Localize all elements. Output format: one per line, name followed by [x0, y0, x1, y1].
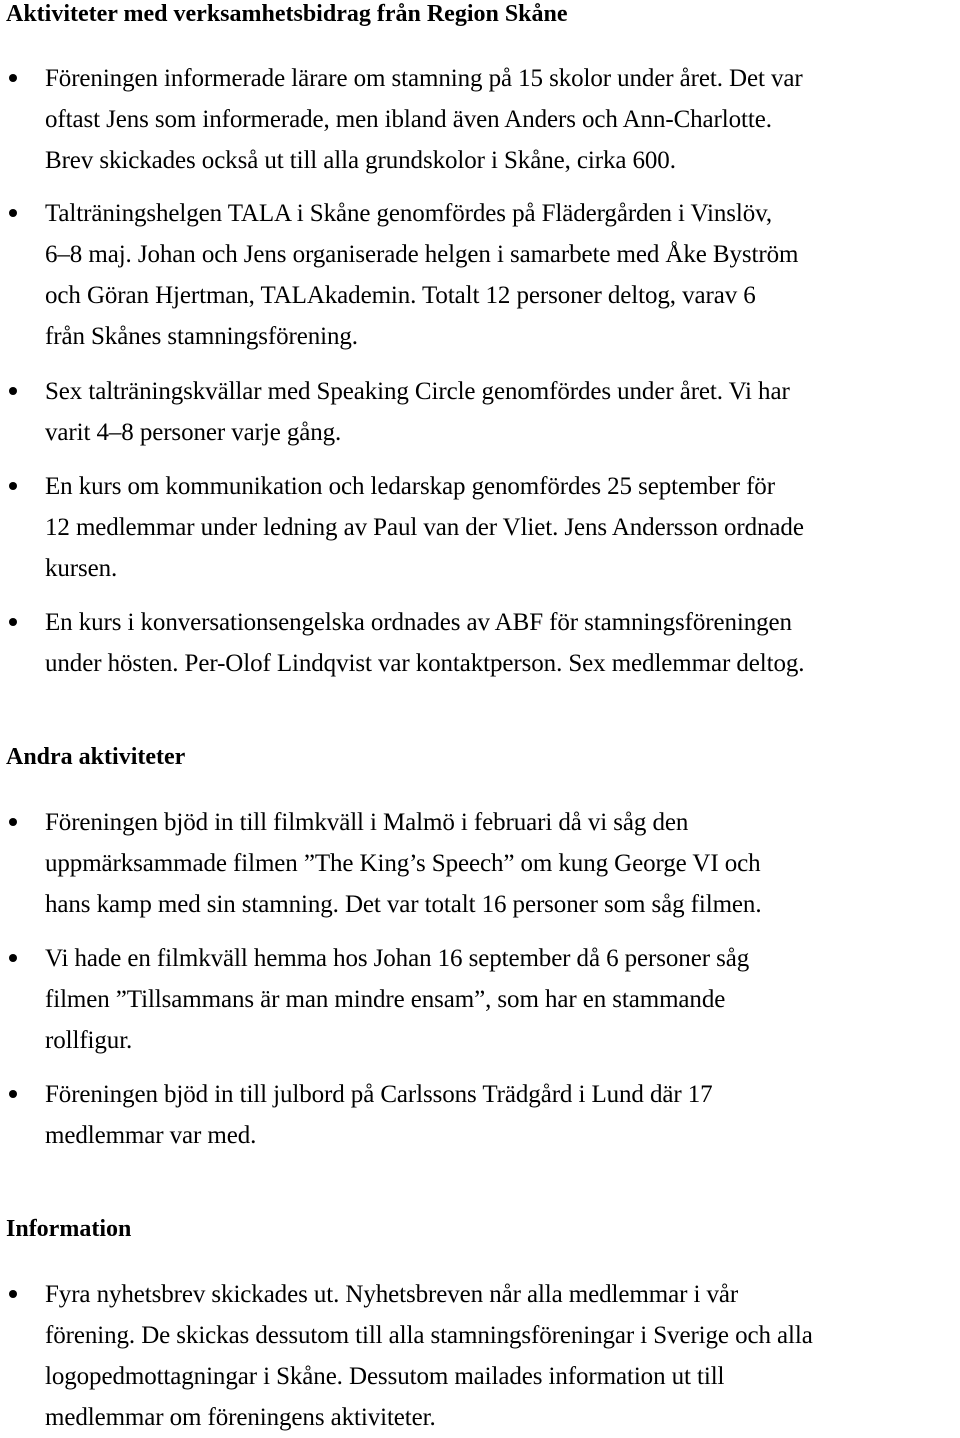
- bullet-icon: [9, 74, 17, 82]
- list-item-text: En kurs i konversationsengelska ordnades av ABF för stamningsföreningen under hösten. Per-Olof Lindqvist var kontaktperson. Sex medlemmar deltog.: [45, 609, 805, 677]
- bullet-icon: [9, 818, 17, 826]
- bullet-icon: [9, 482, 17, 490]
- bullet-icon: [9, 954, 17, 962]
- list-item-text: Fyra nyhetsbrev skickades ut. Nyhetsbreven når alla medlemmar i vår förening. De skickas dessutom till alla stamningsföreningar i Sverige och alla logopedmottagningar i Skåne. Dessutom mailades information ut till medlemmar om föreningens aktiviteter.: [45, 1281, 813, 1431]
- section-heading: Andra aktiviteter: [6, 744, 186, 770]
- list-item-text: Föreningen bjöd in till filmkväll i Malmö i februari då vi såg den uppmärksammade filmen ”The King’s Speech” om kung George VI och hans kamp med sin stamning. Det var totalt 16 personer som såg filmen.: [45, 809, 762, 918]
- bullet-icon: [9, 387, 17, 395]
- list-item-text: Föreningen informerade lärare om stamning på 15 skolor under året. Det var oftast Jens som informerade, men ibland även Anders och Ann-Charlotte. Brev skickades också ut till alla grundskolor i Skåne, cirka 600.: [45, 65, 803, 174]
- list-item-text: Talträningshelgen TALA i Skåne genomfördes på Flädergården i Vinslöv, 6–8 maj. Johan och Jens organiserade helgen i samarbete med Åke Byström och Göran Hjertman, TALAkademin. Totalt 12 personer deltog, varav 6 från Skånes stamningsförening.: [45, 200, 799, 350]
- section-heading: Aktiviteter med verksamhetsbidrag från Region Skåne: [6, 1, 568, 27]
- bullet-icon: [9, 618, 17, 626]
- section-heading: Information: [6, 1216, 132, 1242]
- list-item-text: Sex talträningskvällar med Speaking Circle genomfördes under året. Vi har varit 4–8 personer varje gång.: [45, 378, 790, 446]
- bullet-icon: [9, 1290, 17, 1298]
- list-item-text: Föreningen bjöd in till julbord på Carlssons Trädgård i Lund där 17 medlemmar var med.: [45, 1081, 713, 1149]
- list-item-text: En kurs om kommunikation och ledarskap genomfördes 25 september för 12 medlemmar under ledning av Paul van der Vliet. Jens Andersson ordnade kursen.: [45, 473, 804, 582]
- bullet-icon: [9, 209, 17, 217]
- bullet-icon: [9, 1090, 17, 1098]
- list-item-text: Vi hade en filmkväll hemma hos Johan 16 september då 6 personer såg filmen ”Tillsammans är man mindre ensam”, som har en stammande rollfigur.: [45, 945, 750, 1054]
